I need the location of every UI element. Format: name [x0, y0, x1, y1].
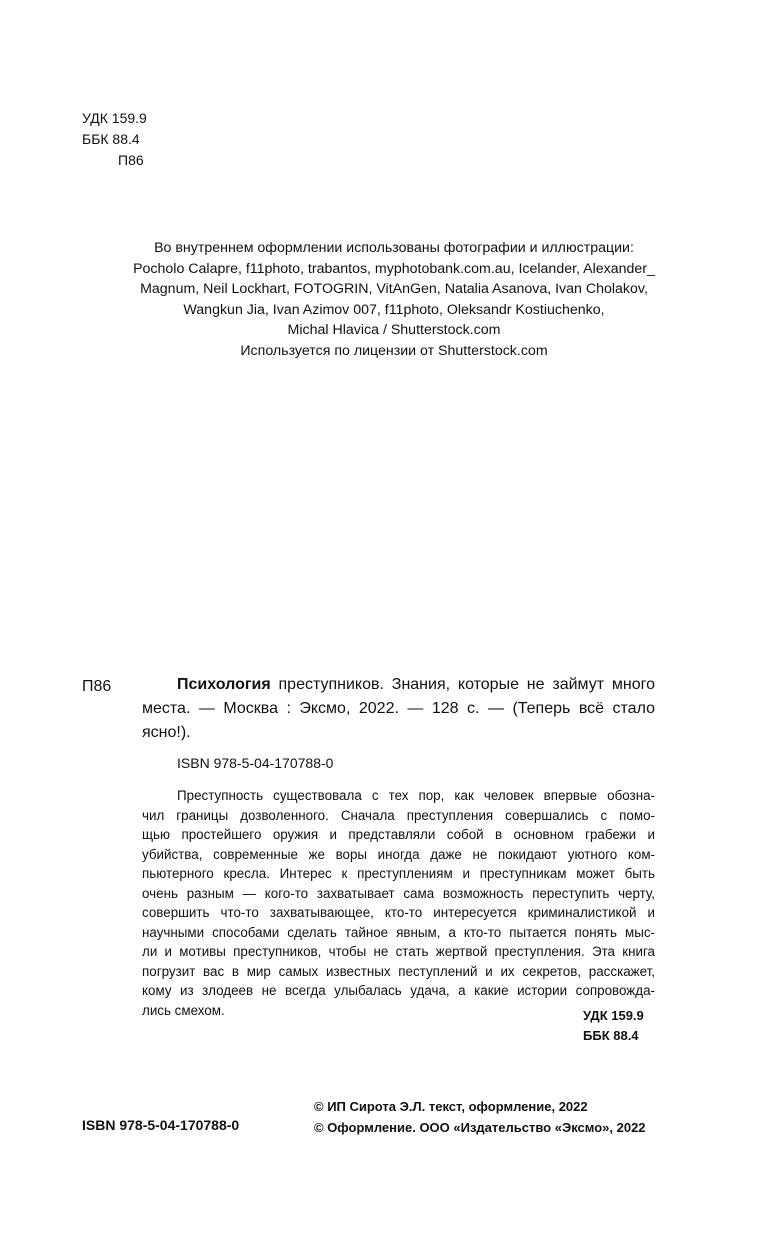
annotation-line: пьютерного кресла. Интерес к преступлениям и преступникам может быть	[142, 866, 655, 881]
annotation-line: научными способами сделать тайное явным, а кто-то пытается понять мыс-	[142, 924, 655, 940]
copyright-line: © Оформление. ООО «Издательство «Эксмо», 2022	[314, 1120, 646, 1135]
annotation-line: кому из злодеев не всегда улыбалась удача, а какие истории сопровожда-	[142, 983, 655, 998]
annotation-line: ли и мотивы преступников, чтобы не стать жертвой преступления. Эта книга	[142, 944, 655, 959]
annotation-line: чил границы дозволенного. Сначала преступления совершались с помо-	[142, 807, 655, 823]
credits-line: Во внутреннем оформлении использованы фотографии и иллюстрации:	[154, 240, 634, 256]
credits-line: Michal Hlavica / Shutterstock.com	[287, 322, 501, 338]
classification-top	[82, 108, 147, 171]
author-mark: П86	[118, 152, 144, 168]
credits-line: Используется по лицензии от Shutterstock.com	[240, 342, 548, 359]
annotation-line: щью простейшего оружия и представляли собой в основном грабежи и	[142, 827, 655, 842]
credits-line: Magnum, Neil Lockhart, FOTOGRIN, VitAnGen, Natalia Asanova, Ivan Cholakov,	[140, 281, 648, 297]
classification-bottom	[583, 1006, 644, 1046]
bib-title-bold: Психология	[177, 676, 271, 693]
annotation	[142, 786, 655, 1020]
annotation-line: убийства, современные же воры иногда даже не покидают уютного ком-	[142, 846, 655, 862]
copyright-block	[314, 1096, 646, 1138]
bbk-code: ББК 88.4	[82, 131, 140, 147]
bib-isbn: ISBN 978-5-04-170788-0	[177, 755, 334, 771]
udk-code-bottom: УДК 159.9	[583, 1008, 644, 1023]
bib-title	[142, 673, 655, 745]
credits-line: Pocholo Calapre, f11photo, trabantos, myphotobank.com.au, Icelander, Alexander_	[133, 260, 655, 277]
bbk-code-bottom: ББК 88.4	[583, 1028, 639, 1043]
annotation-line: совершить что-то захватывающее, кто-то интересуется криминалистикой и	[142, 905, 655, 920]
photo-credits	[70, 238, 718, 361]
credits-line: Wangkun Jia, Ivan Azimov 007, f11photo, Oleksandr Kostiuchenko,	[183, 301, 605, 318]
udk-code: УДК 159.9	[82, 110, 147, 126]
annotation-line: лись смехом.	[142, 1002, 225, 1018]
annotation-line: погрузит вас в мир самых известных пеступлений и их секретов, расскажет,	[142, 963, 655, 979]
bib-author-mark: П86	[82, 678, 112, 695]
copyright-line: © ИП Сирота Э.Л. текст, оформление, 2022	[314, 1099, 588, 1114]
annotation-line: Преступность существовала с тех пор, как человек впервые обозна-	[177, 788, 655, 803]
bib-title-rest: преступников. Знания, которые не займут много места. — Москва : Эксмо, 2022. — 128 с. — (Теперь всё стало ясно!).	[142, 676, 655, 741]
isbn-bottom: ISBN 978-5-04-170788-0	[82, 1117, 240, 1133]
annotation-line: очень разным — кого-то захватывает сама возможность переступить черту,	[142, 885, 655, 901]
